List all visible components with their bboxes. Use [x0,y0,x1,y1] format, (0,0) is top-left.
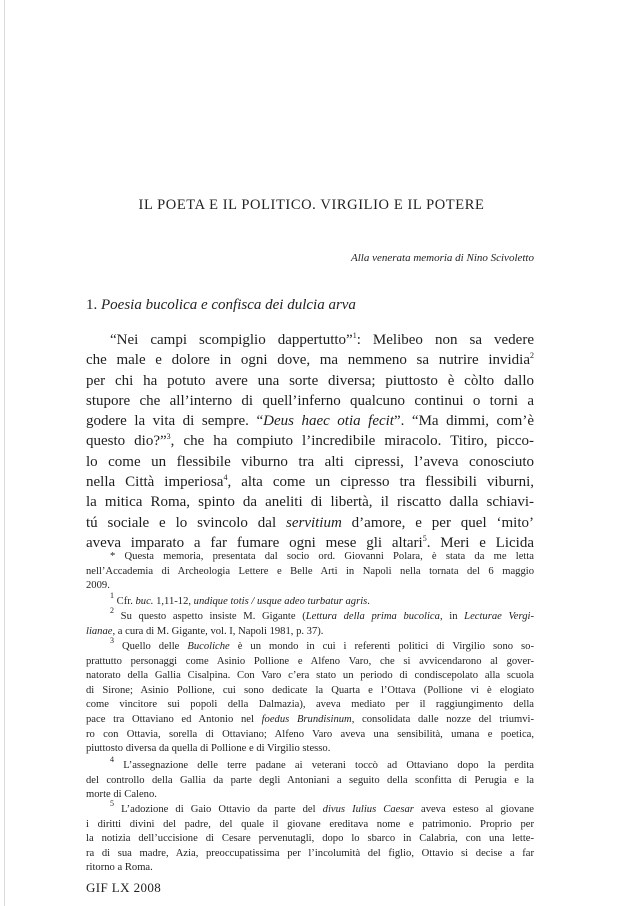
footnote-1: $^1$ Cfr. buc. 1,11-12, undique totis / usque adeo turbatur agris. [110,591,370,607]
footnote-ref[interactable]: 4 [223,473,228,483]
body-line: tú sociale e lo svincolo dal servitium d’amore, e per quel ‘mito’ [86,514,534,531]
dedication: Alla venerata memoria di Nino Scivoletto [351,252,534,264]
body-line: aveva imparato a far fumare ogni mese gli altari$^5$. Meri e Licida [86,533,534,551]
body-line: lo come un flessibile viburno tra alti cipressi, l’aveva conosciuto [86,453,534,470]
body-line: questo dio?”$^3$, che ha compiuto l’incredibile miracolo. Titiro, picco- [86,432,534,450]
body-text [86,330,534,553]
body-line: per chi ha potuto avere una sorte diversa; piuttosto è còlto dallo [86,372,534,389]
body-line: la mitica Roma, spinto da aneliti di libertà, il riscatto dalla schiavi- [86,494,534,511]
footnote-2: $^2$ Su questo aspetto insiste M. Gigante (Lettura della prima bucolica, in Lecturae Vergi- lianae, a cura di M. Gigante, vol. I, Napoli 1981, p. 37). [86,606,534,637]
section-title: Poesia bucolica e confisca dei dulcia arva [101,297,356,313]
journal-footer: GIF LX 2008 [86,880,162,895]
section-heading [86,297,546,314]
footnote-3: $^3$ Quello delle Bucoliche è un mondo in cui i referenti politici di Virgilio sono so- prattutto personaggi come Asinio Pollione e Alfeno Varo, che si avvicendarono al gover- natorato della Gallia Cisalpina. Con Varo c’era stato un periodo di condiscepolato alla scuola di Sirone; Asinio Pollione, cui sono dedicate la Quarta e l’Ottava (Pollione vi è elogiato come vincitore sui popoli della Dalmazia), aveva mediato per il raggiungimento della pace tra Ottaviano ed Antonio nel foedus Brundisinum, consolidata dalle nozze del triumvi- ro con Ottavia, sorella di Ottaviano; Alfeno Varo aveva una sensibilità, umana e poetica, piuttosto diversa da quella di Pollione e di Virgilio stesso. [86,636,534,755]
footnote-ref[interactable]: 2 [530,351,534,361]
article-title: IL POETA E IL POLITICO. VIRGILIO E IL POTERE [138,197,485,213]
page-edge [4,0,5,906]
body-line: stupore che all’interno di quell’inferno qualcuno continui o torni a [86,392,534,409]
footnote-ref[interactable]: 1 [352,331,357,340]
body-line: nella Città imperiosa$^4$, alta come un cipresso tra flessibili viburni, [86,473,534,491]
footnote-ref[interactable]: 5 [422,533,427,543]
footnote-5: $^5$ L’adozione di Gaio Ottavio da parte del divus Iulius Caesar aveva esteso al giovane i diritti divini del padre, del quale il giovane ereditava nome e patrimonio. Proprio per la notizia dell’uccisione di Cesare pervenutagli, dopo lo sbarco in Calabria, con una lette- ra di sua madre, Azia, preoccupatissima per l’incolumità del figlio, Ottavio si decise a far ritorno a Roma. [86,799,534,874]
footnote-star: * Questa memoria, presentata dal socio ord. Giovanni Polara, è stata da me letta nell’Accademia di Archeologia Lettere e Belle Arti in Napoli nella tornata del 6 maggio 2009. [86,551,534,592]
footnote-4: $^4$ L’assegnazione delle terre padane ai veterani toccò ad Ottaviano dopo la perdita del controllo della Gallia da parte degli Antoniani a seguito della sconfitta di Perugia e la morte di Caleno. [86,755,534,801]
body-line: godere la vita di sempre. “Deus haec otia fecit”. “Ma dimmi, com’è [86,413,534,430]
section-number: 1. [86,297,98,313]
body-line: che male e dolore in ogni dove, ma nemmeno sa nutrire invidia$^2$ [86,351,534,369]
footnote-ref[interactable]: 3 [166,432,171,442]
body-line: “Nei campi scompiglio dappertutto”$^1$: Melibeo non sa vedere [110,331,534,348]
